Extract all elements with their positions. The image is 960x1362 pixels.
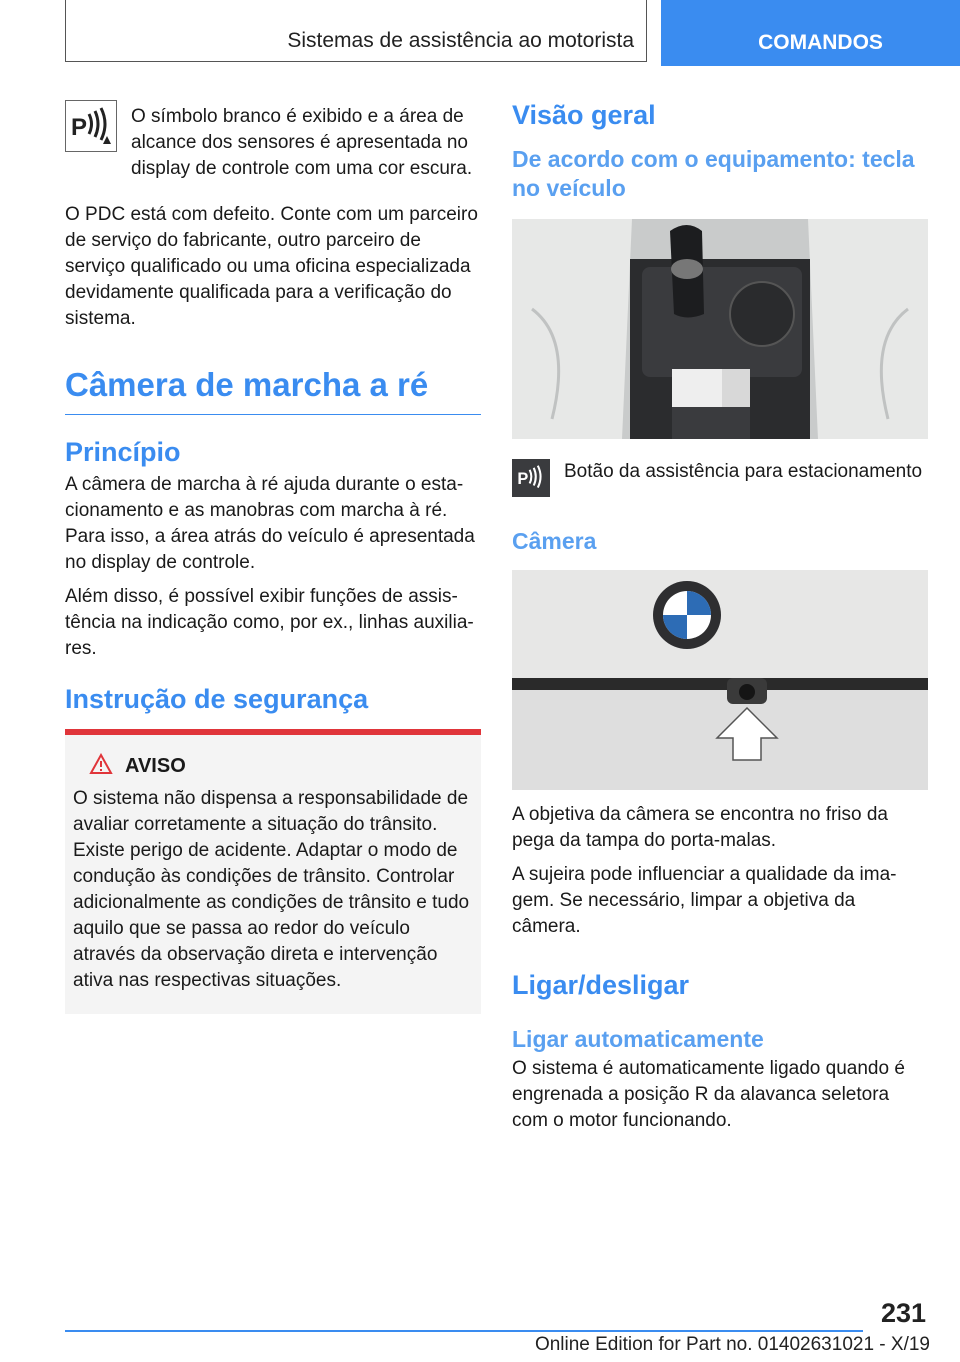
svg-text:P: P [71,114,88,141]
button-caption: Botão da assistência para estacionamento [564,461,923,482]
overview-heading: Visão geral [512,100,656,130]
principle-paragraph-1: A câmera de marcha à ré ajuda durante o estacionamento e as manobras com marcha à ré. Para isso, a área atrás do veículo é apresentada no display de controle. [65,474,475,573]
lens-paragraph-2: A sujeira pode influenciar a qualidade da imagem. Se necessário, limpar a objetiva da câmera. [512,864,897,937]
principle-paragraph-2: Além disso, é possível exibir funções de assistência na indicação como, por ex., linhas auxiliares. [65,586,474,659]
warning-box [65,729,481,1014]
button-caption-row [512,459,928,497]
equipment-heading: De acordo com o equipamento: tecla no veículo [512,146,915,201]
principle-heading: Princípio [65,437,181,467]
onoff-heading: Ligar/desligar [512,970,690,1000]
parking-assist-button-icon [512,459,550,497]
header-tab-comandos[interactable]: COMANDOS [661,0,960,66]
footer-edition: Online Edition for Part no. 01402631021 - X/19 [534,1334,930,1355]
center-console-photo [512,219,928,439]
right-column [512,100,928,1134]
camera-heading: Câmera de marcha a ré [65,366,481,415]
safety-heading: Instrução de segurança [65,684,369,714]
page-number: 231 [880,1298,926,1328]
lens-paragraph-1: A objetiva da câmera se encontra no friso da pega da tampa do porta-malas. [512,804,889,851]
header-section-title: Sistemas de assistência ao motorista [287,29,634,52]
rear-camera-photo [512,570,928,790]
warning-title: AVISO [125,755,186,777]
left-column [65,100,481,1014]
icon-note-row [65,100,481,182]
icon-note-text: O símbolo branco é exibido e a área de alcance dos sensores é apresentada no display de controle com uma cor escura. [131,106,473,179]
footer-line [65,1330,863,1332]
warning-text: O sistema não dispensa a responsabilidade de avaliar corretamente a situação do trânsito. Existe perigo de acidente. Adaptar o modo de condução às condições de trânsito. Controlar adicionalmente as condições de trânsito e tudo aquilo que se passa ao redor do veículo através da observação direta e intervenção ativa nas respectivas situações. [73,788,470,991]
auto-text: O sistema é automaticamente ligado quando é engrenada a posição R da alavanca seletora com o motor funcionando. [512,1058,905,1131]
header-box [65,0,647,62]
auto-heading: Ligar automaticamente [512,1026,764,1052]
svg-text:P: P [517,470,529,489]
pdc-defect-text: O PDC está com defeito. Conte com um parceiro de serviço do fabricante, outro parceiro de serviço qualificado ou uma oficina especializada devidamente qualificada para a verificação do sistema. [65,204,478,329]
parking-sensor-icon [65,100,117,152]
warning-triangle-icon [89,753,113,780]
camera-subheading: Câmera [512,528,597,554]
